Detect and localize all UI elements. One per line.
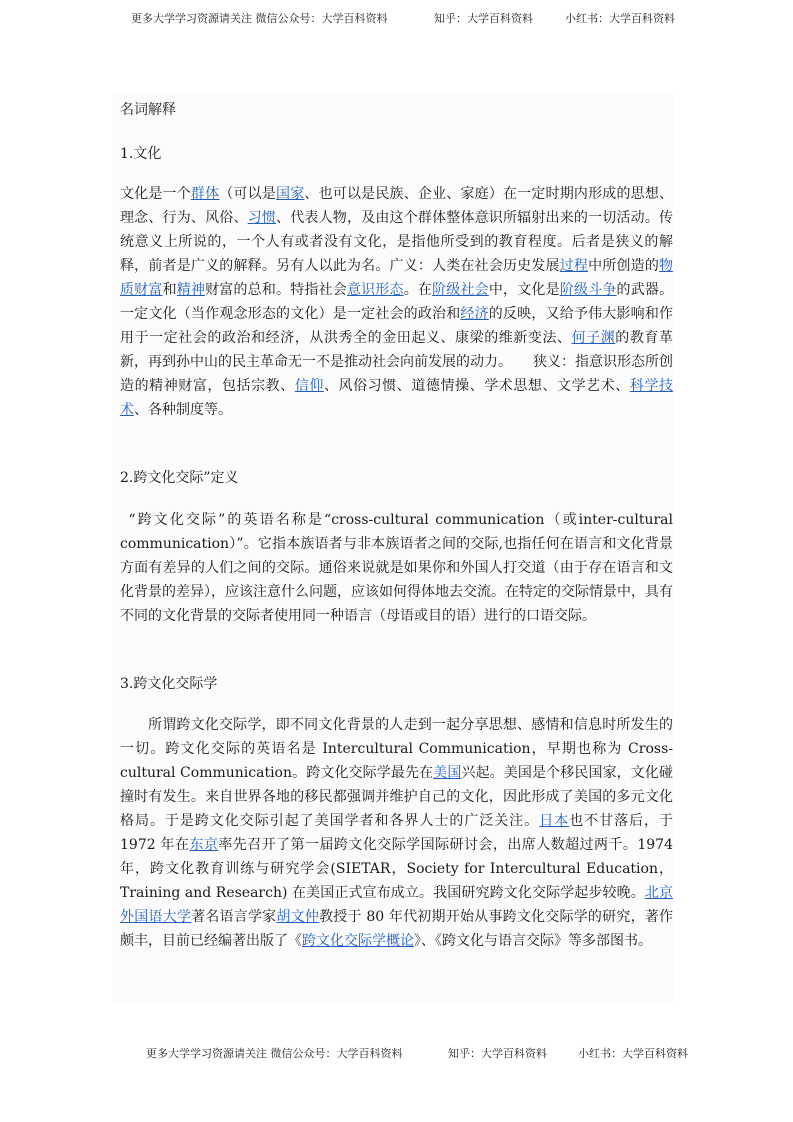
link-yishixingtai[interactable]: 意识形态 [346, 282, 404, 298]
text-run: 、风俗习惯、道德情操、学术思想、文学艺术、 [323, 378, 630, 394]
section-1-paragraph [120, 182, 673, 422]
link-guocheng[interactable]: 过程 [559, 258, 589, 274]
document-title: 名词解释 [120, 102, 176, 118]
footer-follow-text: 更多大学学习资源请关注 微信公众号：大学百科资料 [146, 1047, 403, 1060]
text-run: 的武器。一定文化（当作观念形态的文化）是一定社会的政治和 [120, 282, 674, 322]
section-2-heading: 2.跨文化交际”定义 [120, 470, 239, 486]
text-run: 中所创造的 [588, 258, 660, 274]
link-jiejishehui[interactable]: 阶级社会 [432, 282, 489, 298]
section-3-heading: 3.跨文化交际学 [120, 676, 218, 692]
link-xinyang[interactable]: 信仰 [294, 378, 324, 394]
text-run: 》、《跨文化与语言交际》等多部图书。 [414, 933, 652, 949]
text-run: （可以是 [219, 186, 277, 202]
section-2-paragraph: “跨文化交际”的英语名称是“cross-cultural communication（或inter-cultural communication）”。它指本族语者与非本族语者之间的交际,也指任何在语言和文化背景方面有差异的人们之间的交际。通俗来说就是如果你和外国人打交道（由于存在语言和文化背景的差异），应该注意什么问题，应该如何得体地去交流。在特定的交际情景中，具有不同的文化背景的交际者使用同一种语言（母语或目的语）进行的口语交际。 [120, 512, 673, 624]
link-meiguo[interactable]: 美国 [433, 765, 462, 781]
link-dongjing[interactable]: 东京 [189, 837, 219, 853]
text-run: 的教育革新，再到孙中山的民主革命无一不是推动社会向前发展的动力。 狭义：指意识形态所创造的精神财富，包括宗教、 [120, 330, 673, 394]
link-xiguan[interactable]: 习惯 [247, 210, 277, 226]
text-run: 教授于 80 年代初期开始从事跨文化交际学的研究，著作颇丰，目前已经编著出版了《 [120, 909, 674, 949]
text-run: 、代表人物，及由这个群体整体意识所辐射出来的一切活动。传统意义上所说的，一个人有或者没有文化，是指他所受到的教育程度。后者是狭义的解释，前者是广义的解释。另有人以此为名。广义：人类在社会历史发展 [120, 210, 674, 274]
link-kuawenhua-gailun[interactable]: 跨文化交际学概论 [302, 933, 414, 949]
link-heziyuan[interactable]: 何子渊 [571, 330, 616, 346]
link-huwenzhong[interactable]: 胡文仲 [276, 909, 320, 925]
text-run: 文化是一个 [120, 186, 191, 202]
link-riben[interactable]: 日本 [539, 813, 570, 829]
text-run: 著名语言学家 [191, 909, 277, 925]
link-jiejidouzheng[interactable]: 阶级斗争 [559, 282, 617, 298]
section-3-paragraph [120, 713, 673, 953]
text-run: 所谓跨文化交际学，即不同文化背景的人走到一起分享思想、感情和信息时所发生的一切。跨文化交际的英语名是 Intercultural Communication，早期也称为 Cross-cultural Communication。跨文化交际学最先在 [120, 717, 673, 781]
header-xiaohongshu: 小红书：大学百科资料 [565, 12, 675, 25]
text-run: 兴起。美国是个移民国家，文化碰撞时有发生。来自世界各地的移民都强调并维护自己的文化，因此形成了美国的多元文化格局。于是跨文化交际引起了美国学者和各界人士的广泛关注。 [120, 765, 674, 829]
link-jingshen[interactable]: 精神 [176, 282, 206, 298]
text-run: 、也可以是民族、企业、家庭）在一定时期内形成的思想、理念、行为、风俗、 [120, 186, 674, 226]
text-run: 中，文化是 [488, 282, 560, 298]
link-qunti[interactable]: 群体 [190, 186, 220, 202]
link-wuzhicaifu[interactable]: 物质财富 [120, 258, 674, 298]
text-run: 也不甘落后，于 1972 年在 [120, 813, 674, 853]
link-beiwai[interactable]: 北京外国语大学 [120, 885, 674, 925]
link-guojia[interactable]: 国家 [276, 186, 305, 202]
text-run: 、各种制度等。 [134, 402, 232, 418]
header-zhihu: 知乎：大学百科资料 [434, 12, 533, 25]
footer-zhihu: 知乎：大学百科资料 [448, 1047, 547, 1060]
text-run: 的反映，又给予伟大影响和作用于一定社会的政治和经济，从洪秀全的金田起义、康梁的维新变法、 [120, 306, 674, 346]
footer-xiaohongshu: 小红书：大学百科资料 [578, 1047, 688, 1060]
section-1-heading: 1.文化 [120, 146, 162, 162]
text-run: 和 [162, 282, 177, 298]
document-body [112, 94, 673, 1002]
text-run: 。在 [403, 282, 433, 298]
link-kexuejishu[interactable]: 科学技术 [120, 378, 674, 418]
link-jingji[interactable]: 经济 [460, 306, 489, 322]
text-run: 财富的总和。特指社会 [205, 282, 347, 298]
text-run: 率先召开了第一届跨文化交际学国际研讨会，出席人数超过两千。1974 年，跨文化教育训练与研究学会(SIETAR，Society for Intercultural Education，Training and Research) 在美国正式宣布成立。我国研究跨文化交际学起步较晚。 [120, 837, 673, 901]
header-follow-text: 更多大学学习资源请关注 微信公众号：大学百科资料 [131, 12, 388, 25]
